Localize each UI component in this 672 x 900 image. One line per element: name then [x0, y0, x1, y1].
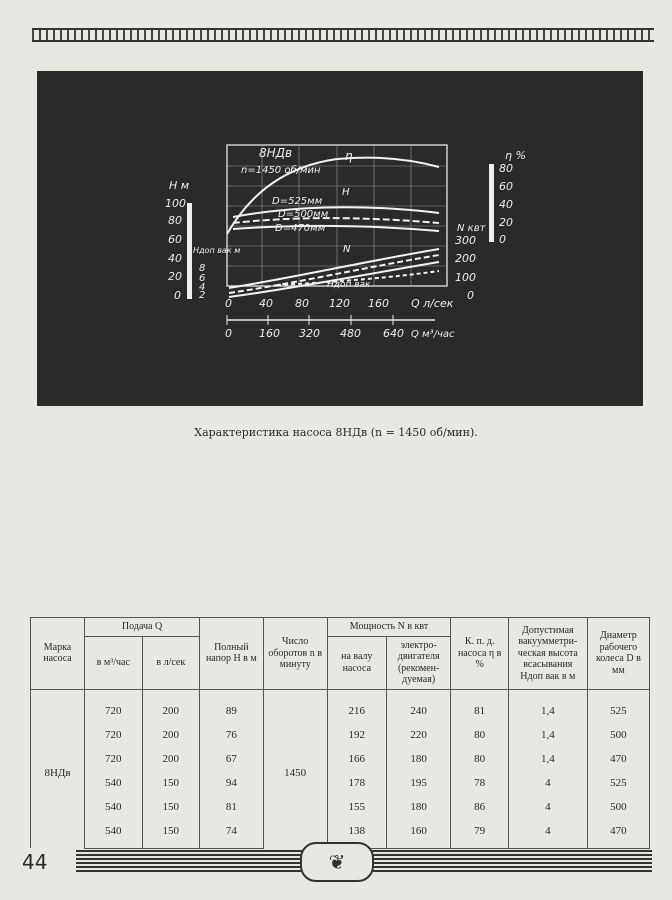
hvak-label: Hдоп вак — [327, 280, 371, 290]
x-tick: 160 — [368, 297, 389, 310]
x-tick: 0 — [225, 297, 232, 310]
cell: 192 — [327, 723, 386, 747]
eta-tick: 80 — [499, 162, 513, 175]
d470-label: D=470мм — [275, 223, 326, 234]
n-tick: 200 — [455, 252, 476, 265]
table-row — [31, 771, 650, 795]
cell: 470 — [587, 819, 649, 849]
cell: 74 — [200, 819, 264, 849]
left-tick: 80 — [168, 214, 182, 227]
speed-label: n=1450 об/мин — [241, 165, 321, 176]
col-motor: электро-двигателя (рекомен-дуемая) — [386, 636, 450, 689]
cell: 138 — [327, 819, 386, 849]
pump-data-table — [30, 617, 650, 849]
x-tick: 160 — [259, 327, 280, 340]
cell: 1,4 — [508, 723, 587, 747]
cell: 500 — [587, 795, 649, 819]
cell: 500 — [587, 723, 649, 747]
cell: 150 — [142, 819, 200, 849]
d525-label: D=525мм — [272, 196, 323, 207]
col-m3: в м³/час — [85, 636, 143, 689]
page-number: 44 — [22, 850, 48, 874]
cell: 216 — [327, 689, 386, 723]
pump-name: 8НДв — [259, 146, 293, 160]
cell: 78 — [451, 771, 509, 795]
cell: 470 — [587, 747, 649, 771]
cell: 150 — [142, 795, 200, 819]
right-axis-n — [455, 223, 487, 302]
cell: 220 — [386, 723, 450, 747]
col-eff: К. п. д. насоса η в % — [451, 618, 509, 690]
sub-tick: 6 — [199, 273, 206, 284]
cell: 200 — [142, 723, 200, 747]
cell: 150 — [142, 771, 200, 795]
h-curve-525 — [233, 207, 439, 217]
x-axis-ls-label: Q л/сек — [411, 297, 454, 310]
left-tick: 60 — [168, 233, 182, 246]
x-tick: 480 — [340, 327, 361, 340]
cell: 166 — [327, 747, 386, 771]
curves — [227, 158, 439, 297]
cell: 80 — [451, 723, 509, 747]
left-axis-label: Н м — [169, 179, 190, 192]
table-row — [31, 795, 650, 819]
cell: 89 — [200, 689, 264, 723]
x-tick: 640 — [383, 327, 404, 340]
h-curve-500 — [233, 218, 439, 223]
cell: 720 — [85, 723, 143, 747]
eta-tick: 60 — [499, 180, 513, 193]
col-rpm: Число оборотов n в минуту — [263, 618, 327, 690]
x-axis-m3 — [225, 315, 455, 340]
cell: 178 — [327, 771, 386, 795]
col-vac: Допустимая вакуумметри-ческая высота всасывания Hдоп вак в м — [508, 618, 587, 690]
left-tick: 0 — [174, 289, 181, 302]
figure-caption: Характеристика насоса 8НДв (n = 1450 об/мин). — [194, 426, 478, 439]
left-tick: 100 — [165, 197, 186, 210]
col-power: Мощность N в квт — [327, 618, 451, 637]
cell: 540 — [85, 819, 143, 849]
h-curve-470 — [233, 226, 439, 231]
col-brand: Марка насоса — [31, 618, 85, 690]
d500-label: D=500мм — [278, 209, 329, 220]
x-tick: 120 — [329, 297, 350, 310]
cell: 180 — [386, 747, 450, 771]
cell: 540 — [85, 771, 143, 795]
col-head: Полный напор H в м — [200, 618, 264, 690]
figure-svg — [37, 71, 643, 406]
cell: 155 — [327, 795, 386, 819]
cell: 180 — [386, 795, 450, 819]
cell: 81 — [451, 689, 509, 723]
cell: 86 — [451, 795, 509, 819]
col-ls: в л/сек — [142, 636, 200, 689]
cell: 67 — [200, 747, 264, 771]
cell: 240 — [386, 689, 450, 723]
cell: 720 — [85, 747, 143, 771]
brand-cell: 8НДв — [31, 689, 85, 848]
n-axis-label: N квт — [457, 223, 486, 234]
x-tick: 80 — [295, 297, 309, 310]
cell: 76 — [200, 723, 264, 747]
sub-tick: 2 — [199, 290, 206, 301]
cell: 1,4 — [508, 747, 587, 771]
n-tick: 100 — [455, 271, 476, 284]
h-label: H — [342, 187, 350, 198]
sub-tick: 4 — [199, 282, 206, 293]
eta-tick: 20 — [499, 216, 513, 229]
right-axis-eta — [489, 149, 526, 246]
pump-characteristic-figure — [37, 71, 643, 406]
table-row — [31, 723, 650, 747]
cell: 720 — [85, 689, 143, 723]
left-tick: 40 — [168, 252, 182, 265]
cell: 1,4 — [508, 689, 587, 723]
cell: 160 — [386, 819, 450, 849]
n-tick: 300 — [455, 234, 476, 247]
n-tick: 0 — [467, 289, 474, 302]
x-tick: 0 — [225, 327, 232, 340]
x-axis-ls — [225, 297, 454, 310]
cell: 540 — [85, 795, 143, 819]
col-shaft: на валу насоса — [327, 636, 386, 689]
cell: 4 — [508, 771, 587, 795]
n-label: N — [343, 244, 351, 255]
eta-tick: 40 — [499, 198, 513, 211]
cell: 195 — [386, 771, 450, 795]
cell: 4 — [508, 795, 587, 819]
eta-tick: 0 — [499, 233, 506, 246]
ornament-icon: ❦ — [300, 842, 374, 882]
eta-label: η — [345, 149, 353, 163]
cell: 200 — [142, 747, 200, 771]
eta-axis-label: η % — [505, 149, 526, 162]
annotations — [241, 146, 371, 290]
cell: 80 — [451, 747, 509, 771]
col-diam: Диаметр рабочего колеса D в мм — [587, 618, 649, 690]
cell: 81 — [200, 795, 264, 819]
cell: 79 — [451, 819, 509, 849]
table-row — [31, 747, 650, 771]
decorative-top-border — [32, 28, 654, 42]
hvak-axis-label: Hдоп вак м — [193, 246, 241, 255]
x-tick: 40 — [259, 297, 273, 310]
table-row — [31, 689, 650, 723]
left-axis — [165, 179, 240, 302]
sub-tick: 8 — [199, 263, 206, 274]
cell: 200 — [142, 689, 200, 723]
rpm-cell: 1450 — [263, 689, 327, 848]
cell: 94 — [200, 771, 264, 795]
cell: 4 — [508, 819, 587, 849]
cell: 525 — [587, 771, 649, 795]
left-tick: 20 — [168, 270, 182, 283]
x-tick: 320 — [299, 327, 320, 340]
x-axis-m3-label: Q м³/час — [411, 329, 455, 340]
col-supply: Подача Q — [85, 618, 200, 637]
cell: 525 — [587, 689, 649, 723]
